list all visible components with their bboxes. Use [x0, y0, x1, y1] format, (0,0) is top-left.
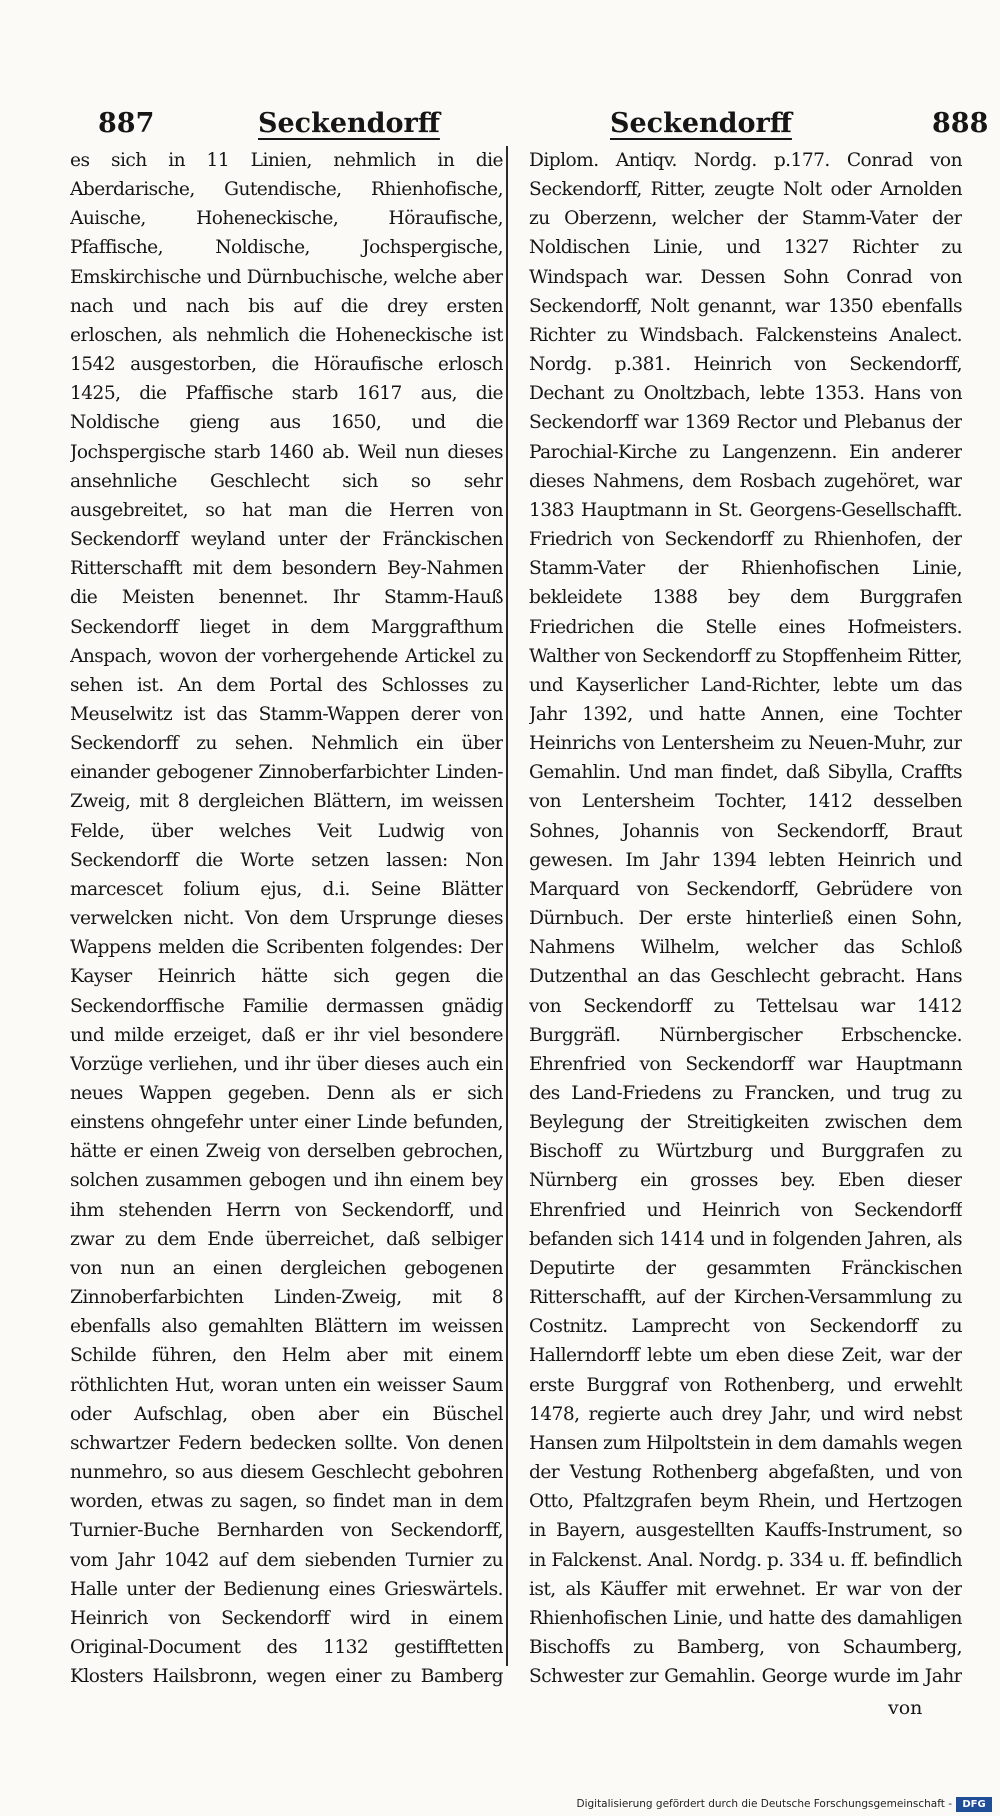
page-number-right: 888 — [932, 108, 989, 139]
column-divider — [506, 146, 508, 1666]
dfg-logo: DFG — [956, 1797, 992, 1812]
running-head-right: Seckendorff — [610, 108, 792, 139]
page-number-left: 887 — [98, 108, 155, 139]
running-head-left: Seckendorff — [258, 108, 440, 139]
right-text-column: Diplom. Antiqv. Nordg. p.177. Conrad von Seckendorff, Ritter, zeugte Nolt oder Arnolden zu Oberzenn, welcher der Stamm-Vater der Noldischen Linie, und 1327 Richter zu Windspach war. Dessen Sohn Conrad von Seckendorff, Nolt genannt, war 1350 ebenfalls Richter zu Windsbach. Falckensteins Analect. Nordg. p.381. Heinrich von Seckendorff, Dechant zu Onoltzbach, lebte 1353. Hans von Seckendorff war 1369 Rector und Plebanus der Parochial-Kirche zu Langenzenn. Ein anderer dieses Nahmens, dem Rosbach zugehöret, war 1383 Hauptmann in St. Georgens-Gesellschafft. Friedrich von Seckendorff zu Rhienhofen, der Stamm-Vater der Rhienhofischen Linie, bekleidete 1388 bey dem Burggrafen Friedrichen die Stelle eines Hofmeisters. Walther von Seckendorff zu Stopffenheim Ritter, und Kayserlicher Land-Richter, lebte um das Jahr 1392, und hatte Annen, eine Tochter Heinrichs von Lentersheim zu Neuen-Muhr, zur Gemahlin. Und man findet, daß Sibylla, Craffts von Lentersheim Tochter, 1412 desselben Sohnes, Johannis von Seckendorff, Braut gewesen. Im Jahr 1394 lebten Heinrich und Marquard von Seckendorff, Gebrüdere von Dürnbuch. Der erste hinterließ einen Sohn, Nahmens Wilhelm, welcher das Schloß Dutzenthal an das Geschlecht gebracht. Hans von Seckendorff zu Tettelsau war 1412 Burggräfl. Nürnbergischer Erbschencke. Ehrenfried von Seckendorff war Hauptmann des Land-Friedens zu Francken, und trug zu Beylegung der Streitigkeiten zwischen dem Bischoff zu Würtzburg und Burggrafen zu Nürnberg ein grosses bey. Eben dieser Ehrenfried und Heinrich von Seckendorff befanden sich 1414 und in folgenden Jahren, als Deputirte der gesammten Fränckischen Ritterschafft, auf der Kirchen-Versammlung zu Costnitz. Lamprecht von Seckendorff zu Hallerndorff lebte um eben diese Zeit, war der erste Burggraf von Rothenberg, und erwehlt 1478, regierte auch drey Jahr, und wird nebst Hansen zum Hilpoltstein in dem damahls wegen der Vestung Rothenberg abgefaßten, und von Otto, Pfaltzgrafen beym Rhein, und Hertzogen in Bayern, ausgestellten Kauffs-Instrument, so in Falckenst. Anal. Nordg. p. 334 u. ff. befindlich ist, als Käuffer mit erwehnet. Er war von der Rhienhofischen Linie, und hatte des damahligen Bischoffs zu Bamberg, von Schaumberg, Schwester zur Gemahlin. George wurde im Jahr — [529, 150, 962, 1688]
catchword: von — [888, 1697, 923, 1719]
left-text-column: es sich in 11 Linien, nehmlich in die Aberdarische, Gutendische, Rhienhofische, Auische, Hoheneckische, Höraufische, Pfaffische, Noldische, Jochspergische, Emskirchische und Dürnbuchische, welche aber nach und nach bis auf die drey ersten erloschen, als nehmlich die Hoheneckische ist 1542 ausgestorben, die Höraufische erlosch 1425, die Pfaffische starb 1617 aus, die Noldische gieng aus 1650, und die Jochspergische starb 1460 ab. Weil nun dieses ansehnliche Geschlecht sich so sehr ausgebreitet, so hat man die Herren von Seckendorff weyland unter der Fränckischen Ritterschafft mit dem besondern Bey-Nahmen die Meisten benennet. Ihr Stamm-Hauß Seckendorff lieget in dem Marggrafthum Anspach, wovon der vorhergehende Artickel zu sehen ist. An dem Portal des Schlosses zu Meuselwitz ist das Stamm-Wappen derer von Seckendorff zu sehen. Nehmlich ein über einander gebogener Zinnoberfarbichter Linden-Zweig, mit 8 dergleichen Blättern, im weissen Felde, über welches Veit Ludwig von Seckendorff die Worte setzen lassen: Non marcescet folium ejus, d.i. Seine Blätter verwelcken nicht. Von dem Ursprunge dieses Wappens melden die Scribenten folgendes: Der Kayser Heinrich hätte sich gegen die Seckendorffische Familie dermassen gnädig und milde erzeiget, daß er ihr viel besondere Vorzüge verliehen, und ihr über dieses auch ein neues Wappen gegeben. Denn als er sich einstens ohngefehr unter einer Linde befunden, hätte er einen Zweig von derselben gebrochen, solchen zusammen gebogen und ihn einem bey ihm stehenden Herrn von Seckendorff, und zwar zu dem Ende überreichet, daß selbiger von nun an einen dergleichen gebogenen Zinnoberfarbichten Linden-Zweig, mit 8 ebenfalls also gemahlten Blättern im weissen Schilde führen, den Helm aber mit einem röthlichten Hut, woran unten ein weisser Saum oder Aufschlag, oben aber ein Büschel schwartzer Federn bedecken sollte. Von denen nunmehro, so aus diesem Geschlecht gebohren worden, etwas zu sagen, so findet man in dem Turnier-Buche Bernharden von Seckendorff, vom Jahr 1042 auf dem siebenden Turnier zu Halle unter der Bedienung eines Grieswärtels. Heinrich von Seckendorff wird in einem Original-Document des 1132 gestifftetten Klosters Hailsbronn, wegen einer zu Bamberg — [70, 150, 503, 1688]
digitization-credit: Digitalisierung gefördert durch die Deutsche Forschungsgemeinschaft - — [576, 1798, 952, 1810]
